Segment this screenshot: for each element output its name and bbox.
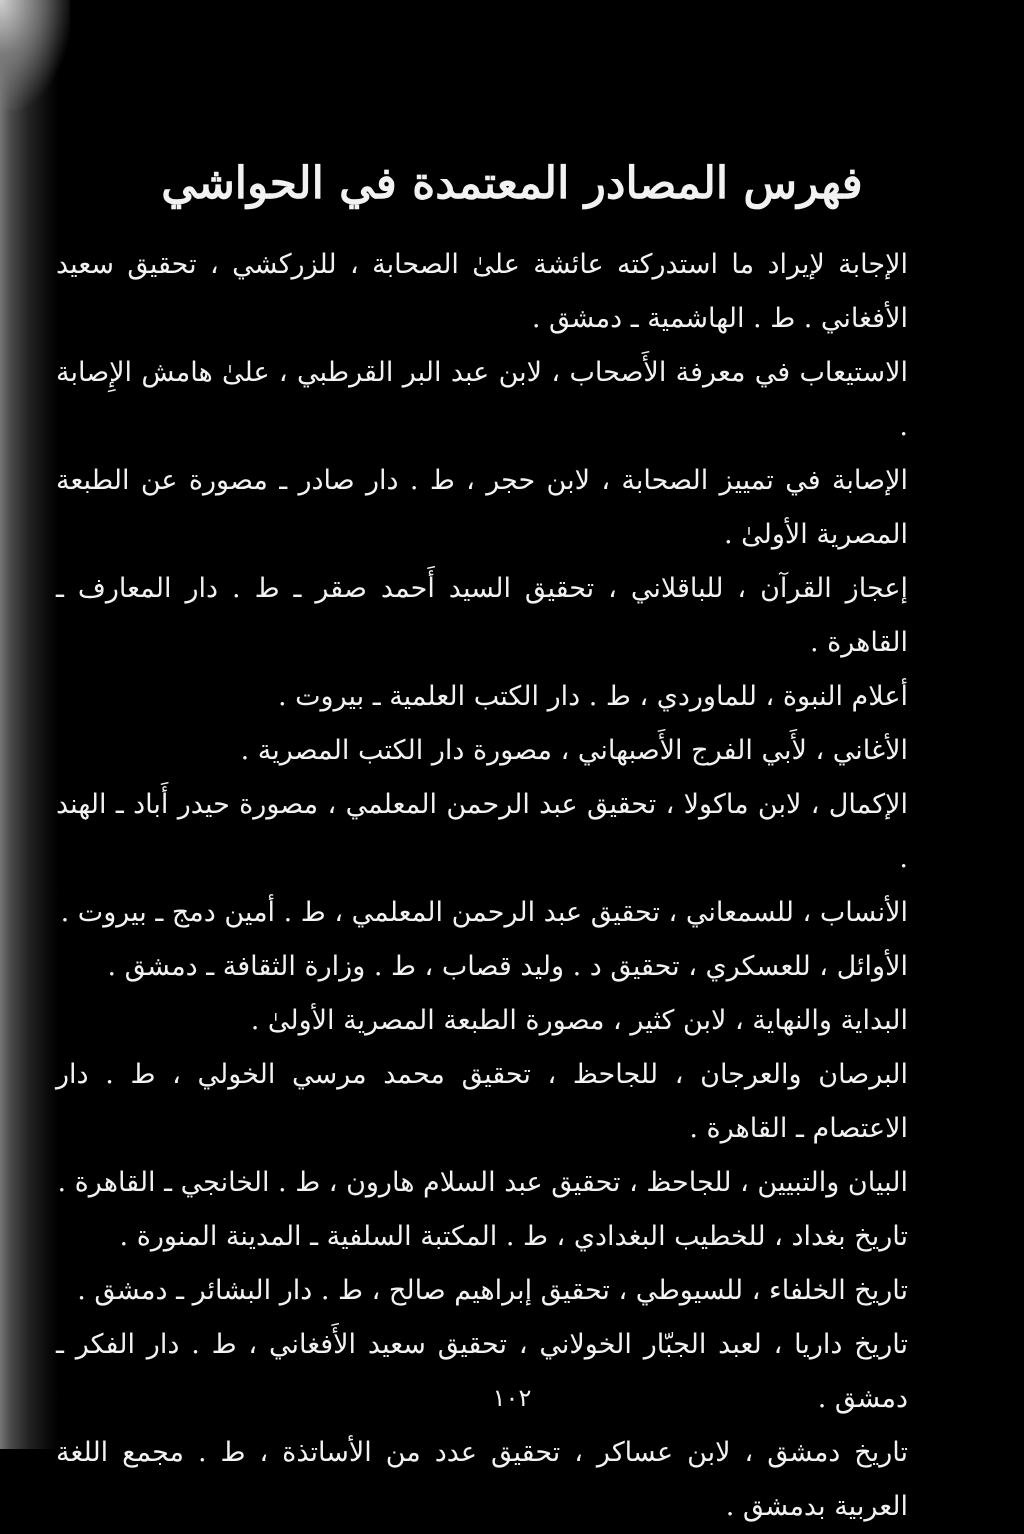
- reference-entry: تاريخ الخلفاء ، للسيوطي ، تحقيق إبراهيم صالح ، ط . دار البشائر ـ دمشق .: [77, 1275, 908, 1306]
- reference-entry: الاستيعاب في معرفة الأَصحاب ، لابن عبد البر القرطبي ، علىٰ هامش الإِصابة .: [56, 357, 908, 442]
- reference-entry: تاريخ دمشق ، لابن عساكر ، تحقيق عدد من الأساتذة ، ط . مجمع اللغة العربية بدمشق .: [56, 1437, 908, 1522]
- scan-edge-shadow: [0, 0, 58, 1449]
- reference-entry: البيان والتبيين ، للجاحظ ، تحقيق عبد السلام هارون ، ط . الخانجي ـ القاهرة .: [57, 1167, 908, 1198]
- scan-corner-glare: [0, 0, 70, 110]
- reference-entry: الإجابة لإيراد ما استدركته عائشة علىٰ الصحابة ، للزركشي ، تحقيق سعيد الأفغاني . ط . الهاشمية ـ دمشق .: [56, 249, 908, 334]
- reference-entry: البرصان والعرجان ، للجاحظ ، تحقيق محمد مرسي الخولي ، ط . دار الاعتصام ـ القاهرة .: [56, 1059, 908, 1144]
- reference-entry: تاريخ داريا ، لعبد الجبّار الخولاني ، تحقيق سعيد الأَفغاني ، ط . دار الفكر ـ دمشق .: [56, 1329, 908, 1414]
- reference-entry: الأوائل ، للعسكري ، تحقيق د . وليد قصاب ، ط . وزارة الثقافة ـ دمشق .: [107, 951, 908, 982]
- reference-entry: الإكمال ، لابن ماكولا ، تحقيق عبد الرحمن المعلمي ، مصورة حيدر أَباد ـ الهند .: [56, 789, 908, 874]
- page-title: فهرس المصادر المعتمدة في الحواشي: [161, 158, 863, 209]
- reference-entry: إعجاز القرآن ، للباقلاني ، تحقيق السيد أَحمد صقر ـ ط . دار المعارف ـ القاهرة .: [56, 573, 908, 658]
- reference-entry: الأغاني ، لأَبي الفرج الأَصبهاني ، مصورة دار الكتب المصرية .: [240, 735, 908, 766]
- references-list: [56, 238, 908, 1534]
- page-number: ١٠٢: [492, 1384, 532, 1412]
- reference-entry: البداية والنهاية ، لابن كثير ، مصورة الطبعة المصرية الأولىٰ .: [250, 1005, 908, 1036]
- reference-entry: الأنساب ، للسمعاني ، تحقيق عبد الرحمن المعلمي ، ط . أمين دمج ـ بيروت .: [60, 897, 908, 928]
- reference-entry: أعلام النبوة ، للماوردي ، ط . دار الكتب العلمية ـ بيروت .: [277, 681, 908, 712]
- reference-entry: تاريخ بغداد ، للخطيب البغدادي ، ط . المكتبة السلفية ـ المدينة المنورة .: [119, 1221, 908, 1252]
- reference-entry: الإصابة في تمييز الصحابة ، لابن حجر ، ط . دار صادر ـ مصورة عن الطبعة المصرية الأولىٰ .: [56, 465, 908, 550]
